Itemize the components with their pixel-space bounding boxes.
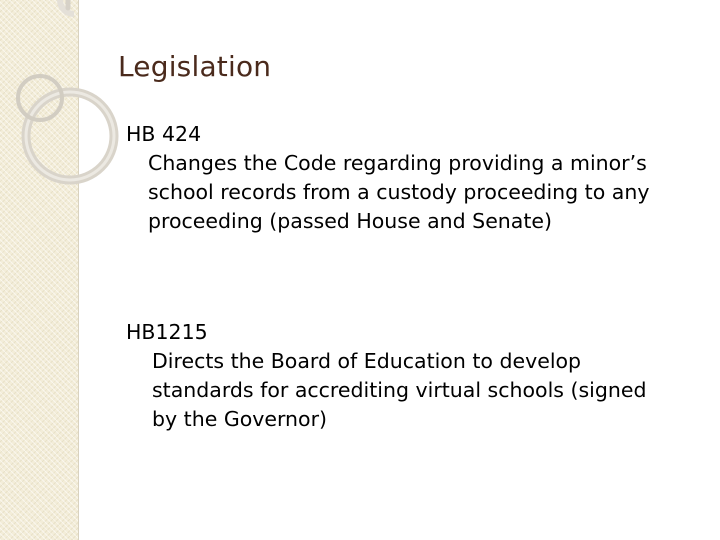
side-band-divider	[78, 0, 79, 540]
bill-description: Changes the Code regarding providing a minor’s school records from a custody proceeding to any proceeding (passed House and Senate)	[148, 151, 650, 233]
bill-description: Directs the Board of Education to develop standards for accrediting virtual schools (signed by the Governor)	[152, 349, 647, 431]
bill-number: HB1215	[126, 320, 208, 344]
bill-number: HB 424	[126, 122, 202, 146]
bill-entry-hb1215	[126, 318, 672, 434]
decorative-side-band	[0, 0, 78, 540]
slide-title: Legislation	[118, 50, 272, 83]
bill-entry-hb424	[126, 120, 668, 236]
